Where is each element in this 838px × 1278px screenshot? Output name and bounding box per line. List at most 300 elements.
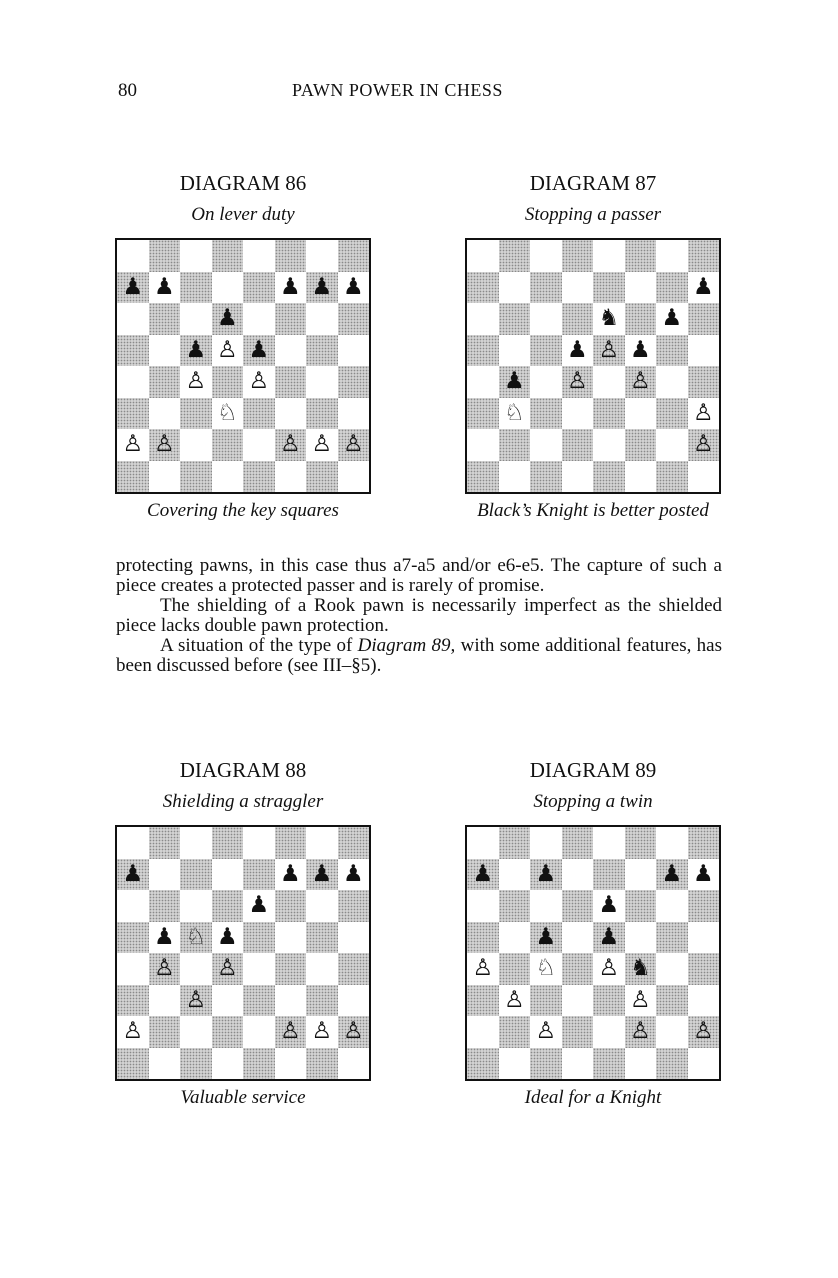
- board-square: [499, 335, 531, 367]
- board-square: [117, 922, 149, 954]
- board-square: [275, 922, 307, 954]
- board-square: [656, 272, 688, 304]
- board-square: [562, 922, 594, 954]
- board-square: [338, 1016, 370, 1048]
- board-square: [306, 272, 338, 304]
- board-square: [656, 1048, 688, 1080]
- board-square: [530, 272, 562, 304]
- chess-board: [115, 825, 371, 1081]
- board-square: [656, 890, 688, 922]
- board-square: [530, 461, 562, 493]
- diagram-88: [98, 758, 388, 1109]
- board-square: [530, 890, 562, 922]
- black-pawn-icon: ♟: [661, 860, 683, 887]
- white-pawn-icon: ♙: [216, 955, 238, 982]
- board-square: [117, 985, 149, 1017]
- board-square: [562, 240, 594, 272]
- board-square: [338, 398, 370, 430]
- board-square: [180, 335, 212, 367]
- board-square: [688, 985, 720, 1017]
- board-square: [306, 922, 338, 954]
- board-square: [212, 890, 244, 922]
- white-pawn-icon: ♙: [692, 399, 714, 426]
- diagram-reference: Diagram 89,: [357, 635, 456, 656]
- board-square: [656, 429, 688, 461]
- board-square: [212, 398, 244, 430]
- board-square: [180, 429, 212, 461]
- board-square: [467, 922, 499, 954]
- board-square: [338, 890, 370, 922]
- white-pawn-icon: ♙: [216, 336, 238, 363]
- board-square: [243, 398, 275, 430]
- diagram-title: DIAGRAM 86: [179, 171, 307, 195]
- board-square: [306, 461, 338, 493]
- board-square: [562, 398, 594, 430]
- board-square: [243, 303, 275, 335]
- board-square: [306, 890, 338, 922]
- white-pawn-icon: ♙: [629, 368, 651, 395]
- board-square: [688, 953, 720, 985]
- board-square: [593, 335, 625, 367]
- board-square: [275, 827, 307, 859]
- board-square: [625, 922, 657, 954]
- board-square: [212, 859, 244, 891]
- black-pawn-icon: ♟: [598, 923, 620, 950]
- board-square: [117, 890, 149, 922]
- board-square: [338, 953, 370, 985]
- board-square: [593, 953, 625, 985]
- black-pawn-icon: ♟: [216, 923, 238, 950]
- black-pawn-icon: ♟: [185, 336, 207, 363]
- board-square: [117, 398, 149, 430]
- paragraph-text: with some additional features, has been discussed before (see III–§5).: [116, 635, 722, 676]
- board-square: [212, 272, 244, 304]
- board-square: [625, 985, 657, 1017]
- white-pawn-icon: ♙: [185, 986, 207, 1013]
- diagram-title: DIAGRAM 88: [179, 758, 307, 782]
- chess-board: [465, 238, 721, 494]
- board-square: [338, 272, 370, 304]
- board-square: [180, 1048, 212, 1080]
- board-square: [149, 1048, 181, 1080]
- board-square: [688, 398, 720, 430]
- black-pawn-icon: ♟: [503, 368, 525, 395]
- board-square: [149, 1016, 181, 1048]
- board-square: [180, 398, 212, 430]
- white-pawn-icon: ♙: [153, 431, 175, 458]
- board-square: [306, 985, 338, 1017]
- board-square: [625, 429, 657, 461]
- board-square: [149, 922, 181, 954]
- board-square: [688, 890, 720, 922]
- board-square: [499, 1016, 531, 1048]
- board-square: [338, 303, 370, 335]
- board-square: [656, 335, 688, 367]
- diagram-87: [448, 171, 738, 522]
- board-square: [562, 366, 594, 398]
- board-square: [562, 890, 594, 922]
- board-square: [306, 1016, 338, 1048]
- board-square: [530, 859, 562, 891]
- board-square: [625, 303, 657, 335]
- board-square: [625, 461, 657, 493]
- board-square: [499, 366, 531, 398]
- board-square: [530, 240, 562, 272]
- board-square: [467, 303, 499, 335]
- board-square: [338, 335, 370, 367]
- paragraph: The shielding of a Rook pawn is necessarily imperfect as the shielded piece lacks double pawn protection.: [116, 595, 722, 636]
- board-square: [243, 461, 275, 493]
- board-square: [499, 827, 531, 859]
- board-square: [688, 922, 720, 954]
- board-square: [467, 827, 499, 859]
- board-square: [656, 985, 688, 1017]
- board-square: [688, 240, 720, 272]
- board-square: [467, 366, 499, 398]
- board-square: [117, 335, 149, 367]
- board-square: [562, 985, 594, 1017]
- board-square: [530, 953, 562, 985]
- board-square: [117, 859, 149, 891]
- paragraph: protecting pawns, in this case thus a7-a5 and/or e6-e5. The capture of such a piece creates a protected passer and is rarely of promise.: [116, 555, 722, 596]
- board-square: [562, 827, 594, 859]
- board-square: [275, 335, 307, 367]
- body-text: [116, 556, 722, 676]
- board-square: [499, 890, 531, 922]
- board-square: [625, 890, 657, 922]
- board-square: [180, 272, 212, 304]
- white-pawn-icon: ♙: [535, 1018, 557, 1045]
- white-pawn-icon: ♙: [279, 1018, 301, 1045]
- board-square: [593, 366, 625, 398]
- black-pawn-icon: ♟: [279, 860, 301, 887]
- white-pawn-icon: ♙: [629, 986, 651, 1013]
- diagram-subtitle: On lever duty: [191, 204, 295, 225]
- board-square: [562, 1016, 594, 1048]
- board-square: [212, 1048, 244, 1080]
- board-square: [243, 1016, 275, 1048]
- board-square: [688, 461, 720, 493]
- board-square: [338, 429, 370, 461]
- board-square: [306, 953, 338, 985]
- board-square: [625, 240, 657, 272]
- board-square: [467, 429, 499, 461]
- page-number: 80: [118, 80, 137, 101]
- board-square: [338, 859, 370, 891]
- black-pawn-icon: ♟: [692, 273, 714, 300]
- board-square: [149, 240, 181, 272]
- white-pawn-icon: ♙: [503, 986, 525, 1013]
- board-square: [656, 827, 688, 859]
- diagram-title: DIAGRAM 87: [529, 171, 657, 195]
- black-knight-icon: ♞: [629, 955, 651, 982]
- board-square: [243, 366, 275, 398]
- white-pawn-icon: ♙: [598, 336, 620, 363]
- board-square: [180, 366, 212, 398]
- white-knight-icon: ♘: [216, 399, 238, 426]
- chess-board: [465, 825, 721, 1081]
- black-pawn-icon: ♟: [566, 336, 588, 363]
- board-square: [306, 366, 338, 398]
- board-square: [625, 272, 657, 304]
- black-pawn-icon: ♟: [153, 273, 175, 300]
- board-square: [180, 985, 212, 1017]
- board-square: [656, 366, 688, 398]
- board-square: [212, 1016, 244, 1048]
- board-square: [467, 240, 499, 272]
- black-knight-icon: ♞: [598, 305, 620, 332]
- board-square: [306, 240, 338, 272]
- board-square: [149, 429, 181, 461]
- board-square: [625, 859, 657, 891]
- board-square: [212, 429, 244, 461]
- board-square: [530, 985, 562, 1017]
- board-square: [275, 1016, 307, 1048]
- board-square: [656, 240, 688, 272]
- board-square: [180, 240, 212, 272]
- board-square: [243, 272, 275, 304]
- board-square: [562, 429, 594, 461]
- diagram-89: [448, 758, 738, 1109]
- board-square: [499, 461, 531, 493]
- board-square: [625, 398, 657, 430]
- board-square: [656, 859, 688, 891]
- board-square: [338, 922, 370, 954]
- white-pawn-icon: ♙: [153, 955, 175, 982]
- board-square: [530, 429, 562, 461]
- board-square: [656, 953, 688, 985]
- black-pawn-icon: ♟: [311, 860, 333, 887]
- diagram-caption: Ideal for a Knight: [524, 1087, 662, 1108]
- black-pawn-icon: ♟: [692, 860, 714, 887]
- white-pawn-icon: ♙: [311, 431, 333, 458]
- board-square: [180, 827, 212, 859]
- board-square: [467, 272, 499, 304]
- board-square: [149, 366, 181, 398]
- board-square: [338, 1048, 370, 1080]
- board-square: [149, 985, 181, 1017]
- white-knight-icon: ♘: [185, 923, 207, 950]
- board-square: [467, 890, 499, 922]
- board-square: [625, 1048, 657, 1080]
- board-square: [593, 429, 625, 461]
- black-pawn-icon: ♟: [472, 860, 494, 887]
- board-square: [656, 922, 688, 954]
- board-square: [593, 272, 625, 304]
- board-square: [243, 922, 275, 954]
- running-title: PAWN POWER IN CHESS: [292, 80, 503, 100]
- board-square: [530, 1048, 562, 1080]
- board-square: [499, 429, 531, 461]
- board-square: [275, 398, 307, 430]
- board-square: [149, 335, 181, 367]
- white-pawn-icon: ♙: [279, 431, 301, 458]
- board-square: [593, 890, 625, 922]
- board-square: [212, 953, 244, 985]
- board-square: [499, 859, 531, 891]
- board-square: [117, 953, 149, 985]
- board-square: [562, 335, 594, 367]
- board-square: [149, 303, 181, 335]
- white-pawn-icon: ♙: [629, 1018, 651, 1045]
- board-square: [212, 461, 244, 493]
- black-pawn-icon: ♟: [153, 923, 175, 950]
- board-square: [338, 827, 370, 859]
- board-square: [530, 1016, 562, 1048]
- white-pawn-icon: ♙: [692, 431, 714, 458]
- white-knight-icon: ♘: [503, 399, 525, 426]
- board-square: [688, 1016, 720, 1048]
- board-square: [212, 985, 244, 1017]
- black-pawn-icon: ♟: [535, 860, 557, 887]
- board-square: [243, 1048, 275, 1080]
- board-square: [243, 240, 275, 272]
- board-square: [180, 953, 212, 985]
- white-pawn-icon: ♙: [122, 431, 144, 458]
- board-square: [562, 303, 594, 335]
- board-square: [117, 429, 149, 461]
- board-square: [688, 366, 720, 398]
- board-square: [180, 890, 212, 922]
- black-pawn-icon: ♟: [122, 860, 144, 887]
- board-square: [338, 985, 370, 1017]
- board-square: [306, 1048, 338, 1080]
- board-square: [530, 827, 562, 859]
- diagram-subtitle: Stopping a twin: [533, 791, 653, 812]
- board-square: [499, 303, 531, 335]
- chess-board: [115, 238, 371, 494]
- board-square: [562, 953, 594, 985]
- black-pawn-icon: ♟: [342, 273, 364, 300]
- board-square: [499, 398, 531, 430]
- board-square: [499, 922, 531, 954]
- board-square: [306, 335, 338, 367]
- board-square: [467, 461, 499, 493]
- board-square: [117, 272, 149, 304]
- board-square: [117, 240, 149, 272]
- board-square: [117, 827, 149, 859]
- board-square: [275, 1048, 307, 1080]
- paragraph-text: A situation of the type of: [160, 635, 358, 656]
- board-square: [656, 398, 688, 430]
- board-square: [593, 922, 625, 954]
- board-square: [625, 366, 657, 398]
- board-square: [306, 827, 338, 859]
- board-square: [593, 303, 625, 335]
- board-square: [275, 461, 307, 493]
- board-square: [275, 272, 307, 304]
- diagram-caption: Black’s Knight is better posted: [477, 500, 709, 521]
- black-pawn-icon: ♟: [122, 273, 144, 300]
- white-pawn-icon: ♙: [692, 1018, 714, 1045]
- board-square: [530, 303, 562, 335]
- board-square: [467, 953, 499, 985]
- board-square: [275, 366, 307, 398]
- board-square: [593, 859, 625, 891]
- board-square: [338, 461, 370, 493]
- board-square: [688, 1048, 720, 1080]
- board-square: [338, 366, 370, 398]
- board-square: [656, 461, 688, 493]
- black-pawn-icon: ♟: [629, 336, 651, 363]
- board-square: [306, 429, 338, 461]
- black-pawn-icon: ♟: [311, 273, 333, 300]
- board-square: [499, 953, 531, 985]
- board-square: [656, 303, 688, 335]
- board-square: [180, 461, 212, 493]
- board-square: [593, 1048, 625, 1080]
- board-square: [243, 335, 275, 367]
- board-square: [562, 461, 594, 493]
- black-pawn-icon: ♟: [342, 860, 364, 887]
- white-knight-icon: ♘: [535, 955, 557, 982]
- white-pawn-icon: ♙: [598, 955, 620, 982]
- board-square: [688, 303, 720, 335]
- board-square: [562, 272, 594, 304]
- board-square: [117, 303, 149, 335]
- board-square: [530, 335, 562, 367]
- board-square: [499, 240, 531, 272]
- board-square: [530, 398, 562, 430]
- white-pawn-icon: ♙: [248, 368, 270, 395]
- board-square: [688, 429, 720, 461]
- board-square: [593, 1016, 625, 1048]
- board-square: [117, 461, 149, 493]
- board-square: [593, 398, 625, 430]
- board-square: [243, 827, 275, 859]
- board-square: [180, 859, 212, 891]
- board-square: [180, 303, 212, 335]
- board-square: [212, 303, 244, 335]
- board-square: [530, 366, 562, 398]
- board-square: [593, 827, 625, 859]
- white-pawn-icon: ♙: [566, 368, 588, 395]
- diagram-caption: Covering the key squares: [147, 500, 339, 521]
- board-square: [562, 1048, 594, 1080]
- board-square: [117, 1048, 149, 1080]
- board-square: [499, 985, 531, 1017]
- diagram-subtitle: Stopping a passer: [524, 204, 662, 225]
- board-square: [275, 859, 307, 891]
- board-square: [117, 366, 149, 398]
- board-square: [275, 240, 307, 272]
- board-square: [625, 827, 657, 859]
- black-pawn-icon: ♟: [598, 892, 620, 919]
- board-square: [467, 859, 499, 891]
- board-square: [149, 272, 181, 304]
- board-square: [306, 859, 338, 891]
- board-square: [530, 922, 562, 954]
- diagram-caption: Valuable service: [180, 1087, 306, 1108]
- board-square: [467, 1048, 499, 1080]
- board-square: [149, 859, 181, 891]
- black-pawn-icon: ♟: [248, 892, 270, 919]
- board-square: [212, 366, 244, 398]
- white-pawn-icon: ♙: [472, 955, 494, 982]
- board-square: [499, 272, 531, 304]
- board-square: [180, 1016, 212, 1048]
- black-pawn-icon: ♟: [216, 305, 238, 332]
- board-square: [562, 859, 594, 891]
- board-square: [275, 429, 307, 461]
- board-square: [243, 429, 275, 461]
- board-square: [243, 953, 275, 985]
- board-square: [688, 827, 720, 859]
- board-square: [499, 1048, 531, 1080]
- diagram-86: [98, 171, 388, 522]
- board-square: [212, 922, 244, 954]
- board-square: [625, 335, 657, 367]
